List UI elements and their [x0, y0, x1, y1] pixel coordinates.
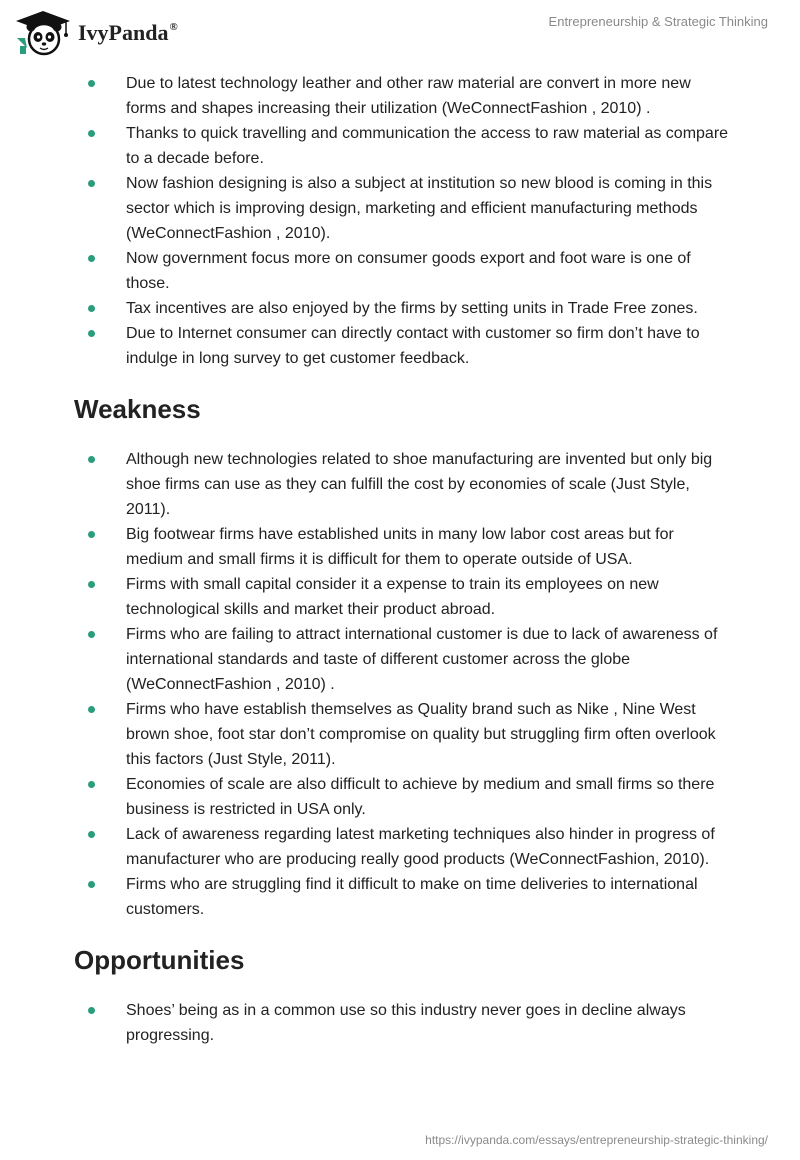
list-item: Although new technologies related to shoe manufacturing are invented but only big shoe firms can use as they can fulfill the cost by economies of scale (Just Style, 2011). [0, 447, 800, 522]
weakness-heading: Weakness [74, 394, 201, 424]
document-title: Entrepreneurship & Strategic Thinking [548, 14, 768, 29]
bullet-icon [88, 1007, 95, 1014]
bullet-icon [88, 706, 95, 713]
bullet-icon [88, 881, 95, 888]
list-item: Lack of awareness regarding latest marketing techniques also hinder in progress of manufacturer who are producing really good products (WeConnectFashion, 2010). [0, 822, 800, 872]
list-item: Big footwear firms have established units in many low labor cost areas but for medium and small firms it is difficult for them to operate outside of USA. [0, 522, 800, 572]
bullet-icon [88, 781, 95, 788]
list-item: Firms who are failing to attract international customer is due to lack of awareness of international standards and taste of different customer across the globe (WeConnectFashion , 2010) . [0, 622, 800, 697]
ivypanda-logo[interactable] [14, 8, 178, 56]
bullet-icon [88, 531, 95, 538]
opportunities-bullet-list [0, 998, 800, 1048]
bullet-icon [88, 305, 95, 312]
essay-content [0, 71, 800, 1048]
opportunities-heading: Opportunities [74, 945, 245, 975]
list-item: Firms who are struggling find it difficult to make on time deliveries to international customers. [0, 872, 800, 922]
weakness-bullet-list [0, 447, 800, 922]
source-url[interactable]: https://ivypanda.com/essays/entrepreneurship-strategic-thinking/ [425, 1133, 768, 1147]
list-item: Firms who have establish themselves as Quality brand such as Nike , Nine West brown shoe, foot star don’t compromise on quality but struggling firm often overlook this factors (Just Style, 2011). [0, 697, 800, 772]
bullet-icon [88, 456, 95, 463]
list-item: Economies of scale are also difficult to achieve by medium and small firms so there business is restricted in USA only. [0, 772, 800, 822]
bullet-icon [88, 330, 95, 337]
list-item: Shoes’ being as in a common use so this industry never goes in decline always progressing. [0, 998, 800, 1048]
list-item: Now government focus more on consumer goods export and foot ware is one of those. [0, 246, 800, 296]
list-item: Thanks to quick travelling and communication the access to raw material as compare to a decade before. [0, 121, 800, 171]
brand-name: IvyPanda® [78, 20, 178, 45]
bullet-icon [88, 80, 95, 87]
list-item: Due to latest technology leather and other raw material are convert in more new forms and shapes increasing their utilization (WeConnectFashion , 2010) . [0, 71, 800, 121]
bullet-icon [88, 180, 95, 187]
bullet-icon [88, 631, 95, 638]
page-header [0, 0, 800, 64]
intro-bullet-list [0, 71, 800, 371]
bullet-icon [88, 831, 95, 838]
bullet-icon [88, 581, 95, 588]
list-item: Now fashion designing is also a subject at institution so new blood is coming in this sector which is improving design, marketing and efficient manufacturing methods (WeConnectFashion , 2010). [0, 171, 800, 246]
list-item: Due to Internet consumer can directly contact with customer so firm don’t have to indulge in long survey to get customer feedback. [0, 321, 800, 371]
list-item: Tax incentives are also enjoyed by the firms by setting units in Trade Free zones. [0, 296, 800, 321]
bullet-icon [88, 255, 95, 262]
bullet-icon [88, 130, 95, 137]
panda-graduate-icon [14, 8, 72, 56]
list-item: Firms with small capital consider it a expense to train its employees on new technological skills and market their product abroad. [0, 572, 800, 622]
